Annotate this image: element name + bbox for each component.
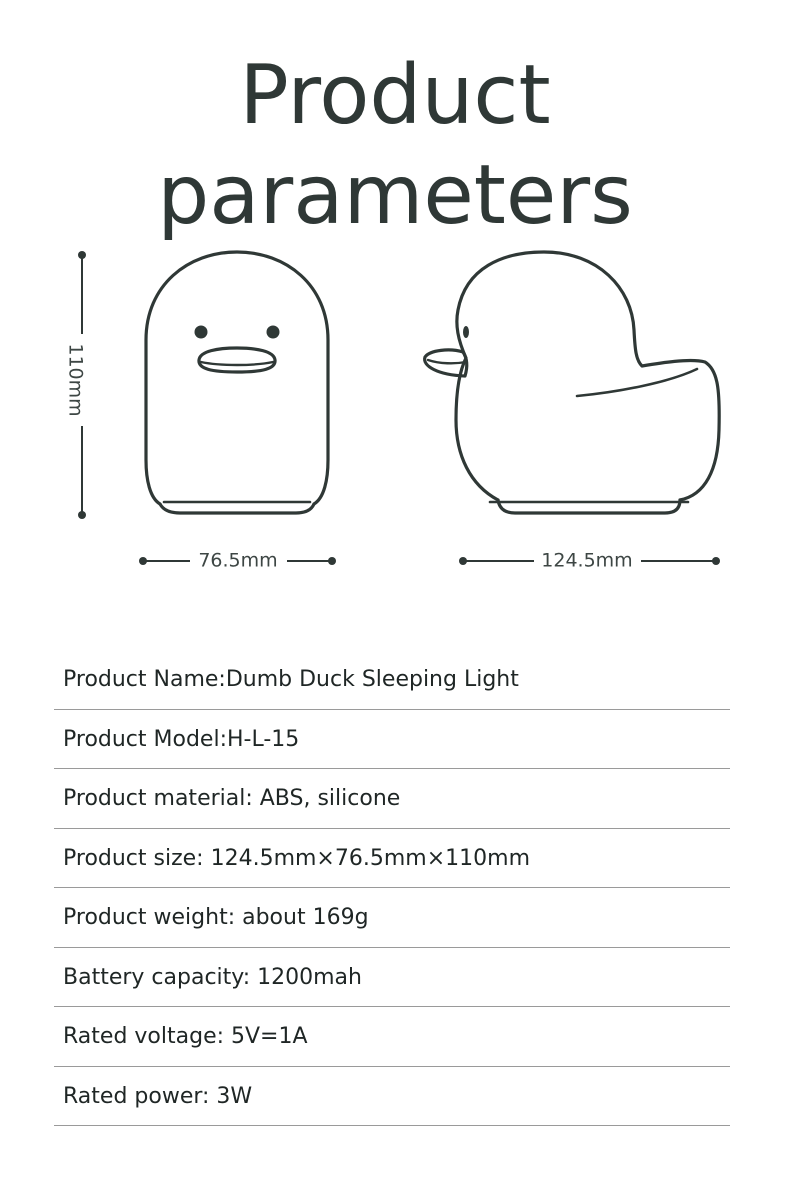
page-title: Product parameters	[157, 48, 633, 243]
height-label: 110mm	[64, 343, 87, 417]
param-product-material: Product material: ABS, silicone	[54, 769, 730, 829]
dimension-diagram	[0, 230, 790, 590]
duck-front-view-icon	[146, 252, 328, 513]
param-rated-power: Rated power: 3W	[54, 1067, 730, 1126]
param-product-name: Product Name:Dumb Duck Sleeping Light	[54, 650, 730, 710]
param-rated-voltage: Rated voltage: 5V=1A	[54, 1007, 730, 1067]
param-battery-capacity: Battery capacity: 1200mah	[54, 948, 730, 1007]
param-product-weight: Product weight: about 169g	[54, 888, 730, 948]
height-dimension	[65, 251, 87, 519]
side-width-dimension	[459, 550, 720, 572]
param-product-model: Product Model:H-L-15	[54, 710, 730, 769]
dimension-diagram-svg	[0, 230, 790, 590]
duck-side-view-icon	[425, 252, 720, 513]
parameter-list	[54, 650, 730, 1126]
side-width-label: 124.5mm	[541, 549, 633, 572]
front-width-label: 76.5mm	[198, 549, 278, 572]
front-width-dimension	[139, 550, 336, 572]
param-product-size: Product size: 124.5mm×76.5mm×110mm	[54, 829, 730, 888]
